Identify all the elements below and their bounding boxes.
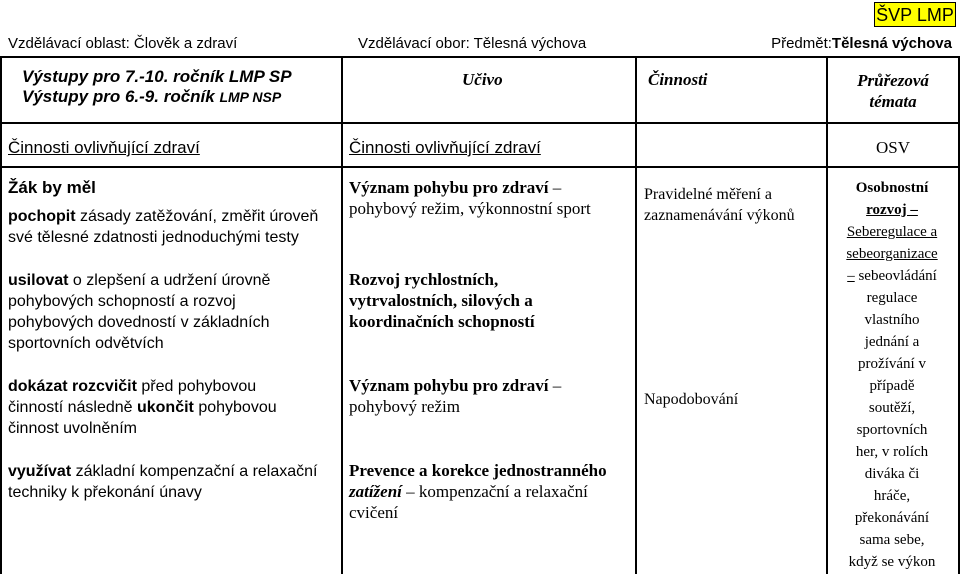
ucivo-item-3: Význam pohybu pro zdraví – xyxy=(349,376,562,395)
cinnosti-item-1: Pravidelné měření a xyxy=(644,186,772,203)
ucivo-item-2-cont1: vytrvalostních, silových a xyxy=(349,291,533,310)
section-vystupy: Činnosti ovlivňující zdraví xyxy=(8,138,200,157)
temata-seberegulace: Seberegulace a xyxy=(846,224,938,240)
top-border xyxy=(0,56,960,58)
header-obor: Vzdělávací obor: Tělesná výchova xyxy=(358,35,587,52)
section-osv: OSV xyxy=(875,138,910,157)
section-ucivo: Činnosti ovlivňující zdraví xyxy=(349,138,541,157)
svp-lmp-badge: ŠVP LMP xyxy=(874,2,956,27)
temata-line: diváka či xyxy=(864,466,920,482)
header-oblast: Vzdělávací oblast: Člověk a zdraví xyxy=(8,35,238,52)
temata-line: když se výkon xyxy=(848,554,936,570)
temata-line: případě xyxy=(869,378,915,394)
header-predmet xyxy=(771,35,952,52)
vystupy-intro: Žák by měl xyxy=(8,178,96,197)
vystupy-item-2-cont1: pohybových schopností a rozvoj xyxy=(8,293,236,310)
vystupy-line1: Výstupy pro 7.-10. ročník LMP SP xyxy=(22,67,292,86)
vystupy-item-3-cont1: činností následně ukončit pohybovou xyxy=(8,399,277,416)
divider-vystupy-ucivo xyxy=(341,56,343,574)
vystupy-item-3-cont2: činnost uvolněním xyxy=(8,420,137,437)
column-header-vystupy xyxy=(22,67,292,107)
vystupy-item-3: dokázat rozcvičit před pohybovou xyxy=(8,378,257,395)
vystupy-line2: Výstupy pro 6.-9. ročník LMP NSP xyxy=(22,87,282,106)
column-header-ucivo: Učivo xyxy=(462,70,503,89)
ucivo-item-3-cont: pohybový režim xyxy=(349,397,460,416)
ucivo-item-4-cont2: cvičení xyxy=(349,503,399,522)
cinnosti-column xyxy=(644,184,824,226)
temata-osobnostni: Osobnostní xyxy=(855,180,929,196)
temata-line: jednání a xyxy=(864,334,920,350)
ucivo-item-2-cont2: koordinačních schopností xyxy=(349,312,535,331)
temata-sebeorganizace: sebeorganizace xyxy=(846,246,938,262)
temata-line: prožívání v xyxy=(858,356,926,372)
temata-line: hráče, xyxy=(873,488,911,504)
ucivo-item-4: Prevence a korekce jednostranného xyxy=(349,461,607,480)
vystupy-item-2: usilovat o zlepšení a udržení úrovně xyxy=(8,272,271,289)
vystupy-column xyxy=(8,177,338,503)
temata-column xyxy=(831,177,953,573)
vystupy-item-4-cont: techniky k překonání únavy xyxy=(8,484,202,501)
column-header-prurezova: Průřezová témata xyxy=(857,71,929,111)
predmet-label: Předmět: xyxy=(771,35,832,52)
temata-line: her, v rolích xyxy=(855,444,929,460)
temata-sebeovladani: – sebeovládání xyxy=(847,268,937,284)
predmet-value: Tělesná výchova xyxy=(831,35,952,52)
cinnosti-item-1-cont: zaznamenávání výkonů xyxy=(644,207,795,224)
temata-line: sama sebe, xyxy=(859,532,925,548)
temata-line: regulace xyxy=(866,290,918,306)
ucivo-item-4-cont1: zatížení – kompenzační a relaxační xyxy=(349,482,588,501)
header-row-border xyxy=(0,122,960,124)
vystupy-item-1-cont: své tělesné zdatnosti jednoduchými testy xyxy=(8,229,299,246)
temata-rozvoj: rozvoj – xyxy=(866,202,918,218)
left-border xyxy=(0,56,2,574)
temata-line: vlastního xyxy=(864,312,920,328)
section-row-border xyxy=(0,166,960,168)
ucivo-item-1: Význam pohybu pro zdraví – xyxy=(349,178,562,197)
vystupy-item-1: pochopit zásady zatěžování, změřit úroveň xyxy=(8,208,319,225)
ucivo-column xyxy=(349,177,634,523)
divider-cinnosti-temata xyxy=(826,56,828,574)
temata-line: sportovních xyxy=(856,422,928,438)
divider-ucivo-cinnosti xyxy=(635,56,637,574)
vystupy-item-4: využívat základní kompenzační a relaxační xyxy=(8,463,318,480)
column-header-cinnosti: Činnosti xyxy=(648,70,708,89)
temata-line: soutěží, xyxy=(868,400,916,416)
ucivo-item-2: Rozvoj rychlostních, xyxy=(349,270,499,289)
temata-line: překonávání xyxy=(854,510,930,526)
vystupy-item-2-cont3: sportovních odvětvích xyxy=(8,335,164,352)
vystupy-item-2-cont2: pohybových dovedností v základních xyxy=(8,314,270,331)
ucivo-item-1-cont: pohybový režim, výkonnostní sport xyxy=(349,199,591,218)
cinnosti-item-2: Napodobování xyxy=(644,391,739,408)
